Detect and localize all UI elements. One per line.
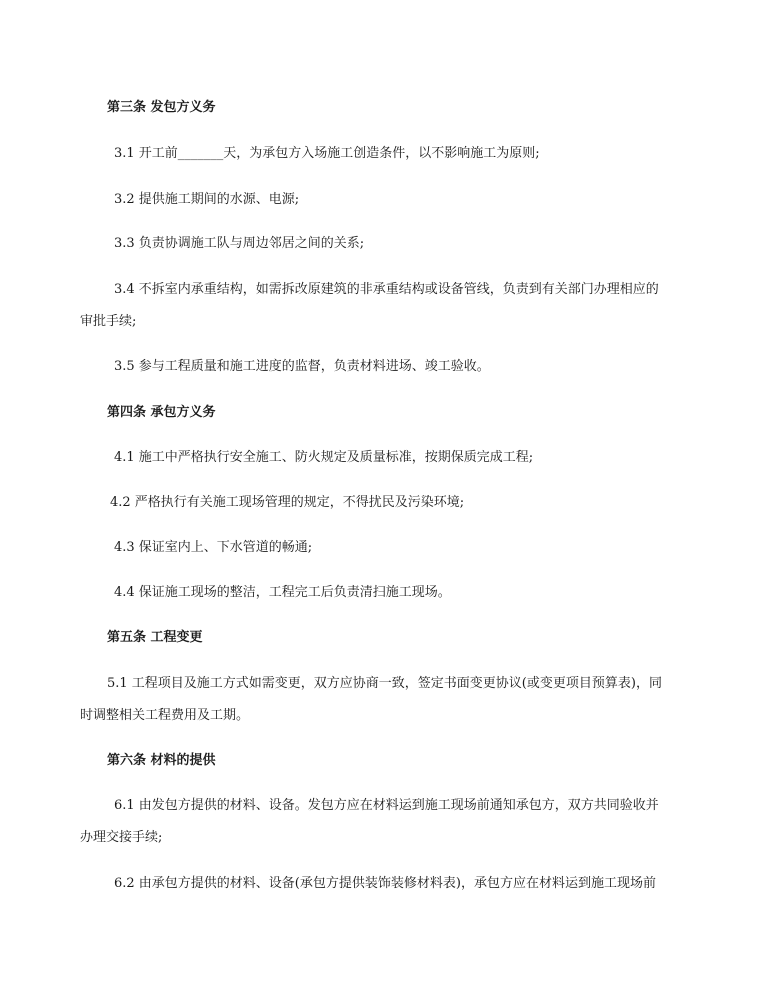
clause-4-1: 4.1 施工中严格执行安全施工、防火规定及质量标准，按期保质完成工程;: [114, 450, 534, 465]
section-heading: 第六条 材料的提供: [107, 753, 216, 768]
clause-3-3: 3.3 负责协调施工队与周边邻居之间的关系;: [114, 236, 365, 251]
clause-3-4: 3.4 不拆室内承重结构，如需拆改原建筑的非承重结构或设备管线，负责到有关部门办理相应的: [114, 282, 659, 297]
clause-4-4: 4.4 保证施工现场的整洁，工程完工后负责清扫施工现场。: [114, 585, 451, 600]
clause-5-1-continued: 时调整相关工程费用及工期。: [80, 708, 250, 723]
clause-3-1: 3.1 开工前_______天，为承包方入场施工创造条件，以不影响施工为原则;: [114, 146, 540, 161]
section-heading: 第五条 工程变更: [107, 630, 203, 645]
clause-6-1-continued: 办理交接手续;: [80, 830, 163, 845]
clause-3-2: 3.2 提供施工期间的水源、电源;: [114, 192, 300, 207]
clause-3-5: 3.5 参与工程质量和施工进度的监督，负责材料进场、竣工验收。: [114, 359, 490, 374]
clause-6-1: 6.1 由发包方提供的材料、设备。发包方应在材料运到施工现场前通知承包方，双方共同验收并: [114, 798, 659, 813]
clause-4-2: 4.2 严格执行有关施工现场管理的规定，不得扰民及污染环境;: [110, 495, 465, 510]
clause-5-1: 5.1 工程项目及施工方式如需变更，双方应协商一致，签定书面变更协议(或变更项目预算表)，同: [107, 676, 662, 691]
clause-4-3: 4.3 保证室内上、下水管道的畅通;: [114, 540, 313, 555]
clause-3-4-continued: 审批手续;: [80, 314, 137, 329]
section-heading: 第三条 发包方义务: [107, 100, 216, 115]
clause-6-2: 6.2 由承包方提供的材料、设备(承包方提供装饰装修材料表)，承包方应在材料运到施工现场前: [114, 876, 656, 891]
section-heading: 第四条 承包方义务: [107, 405, 216, 420]
